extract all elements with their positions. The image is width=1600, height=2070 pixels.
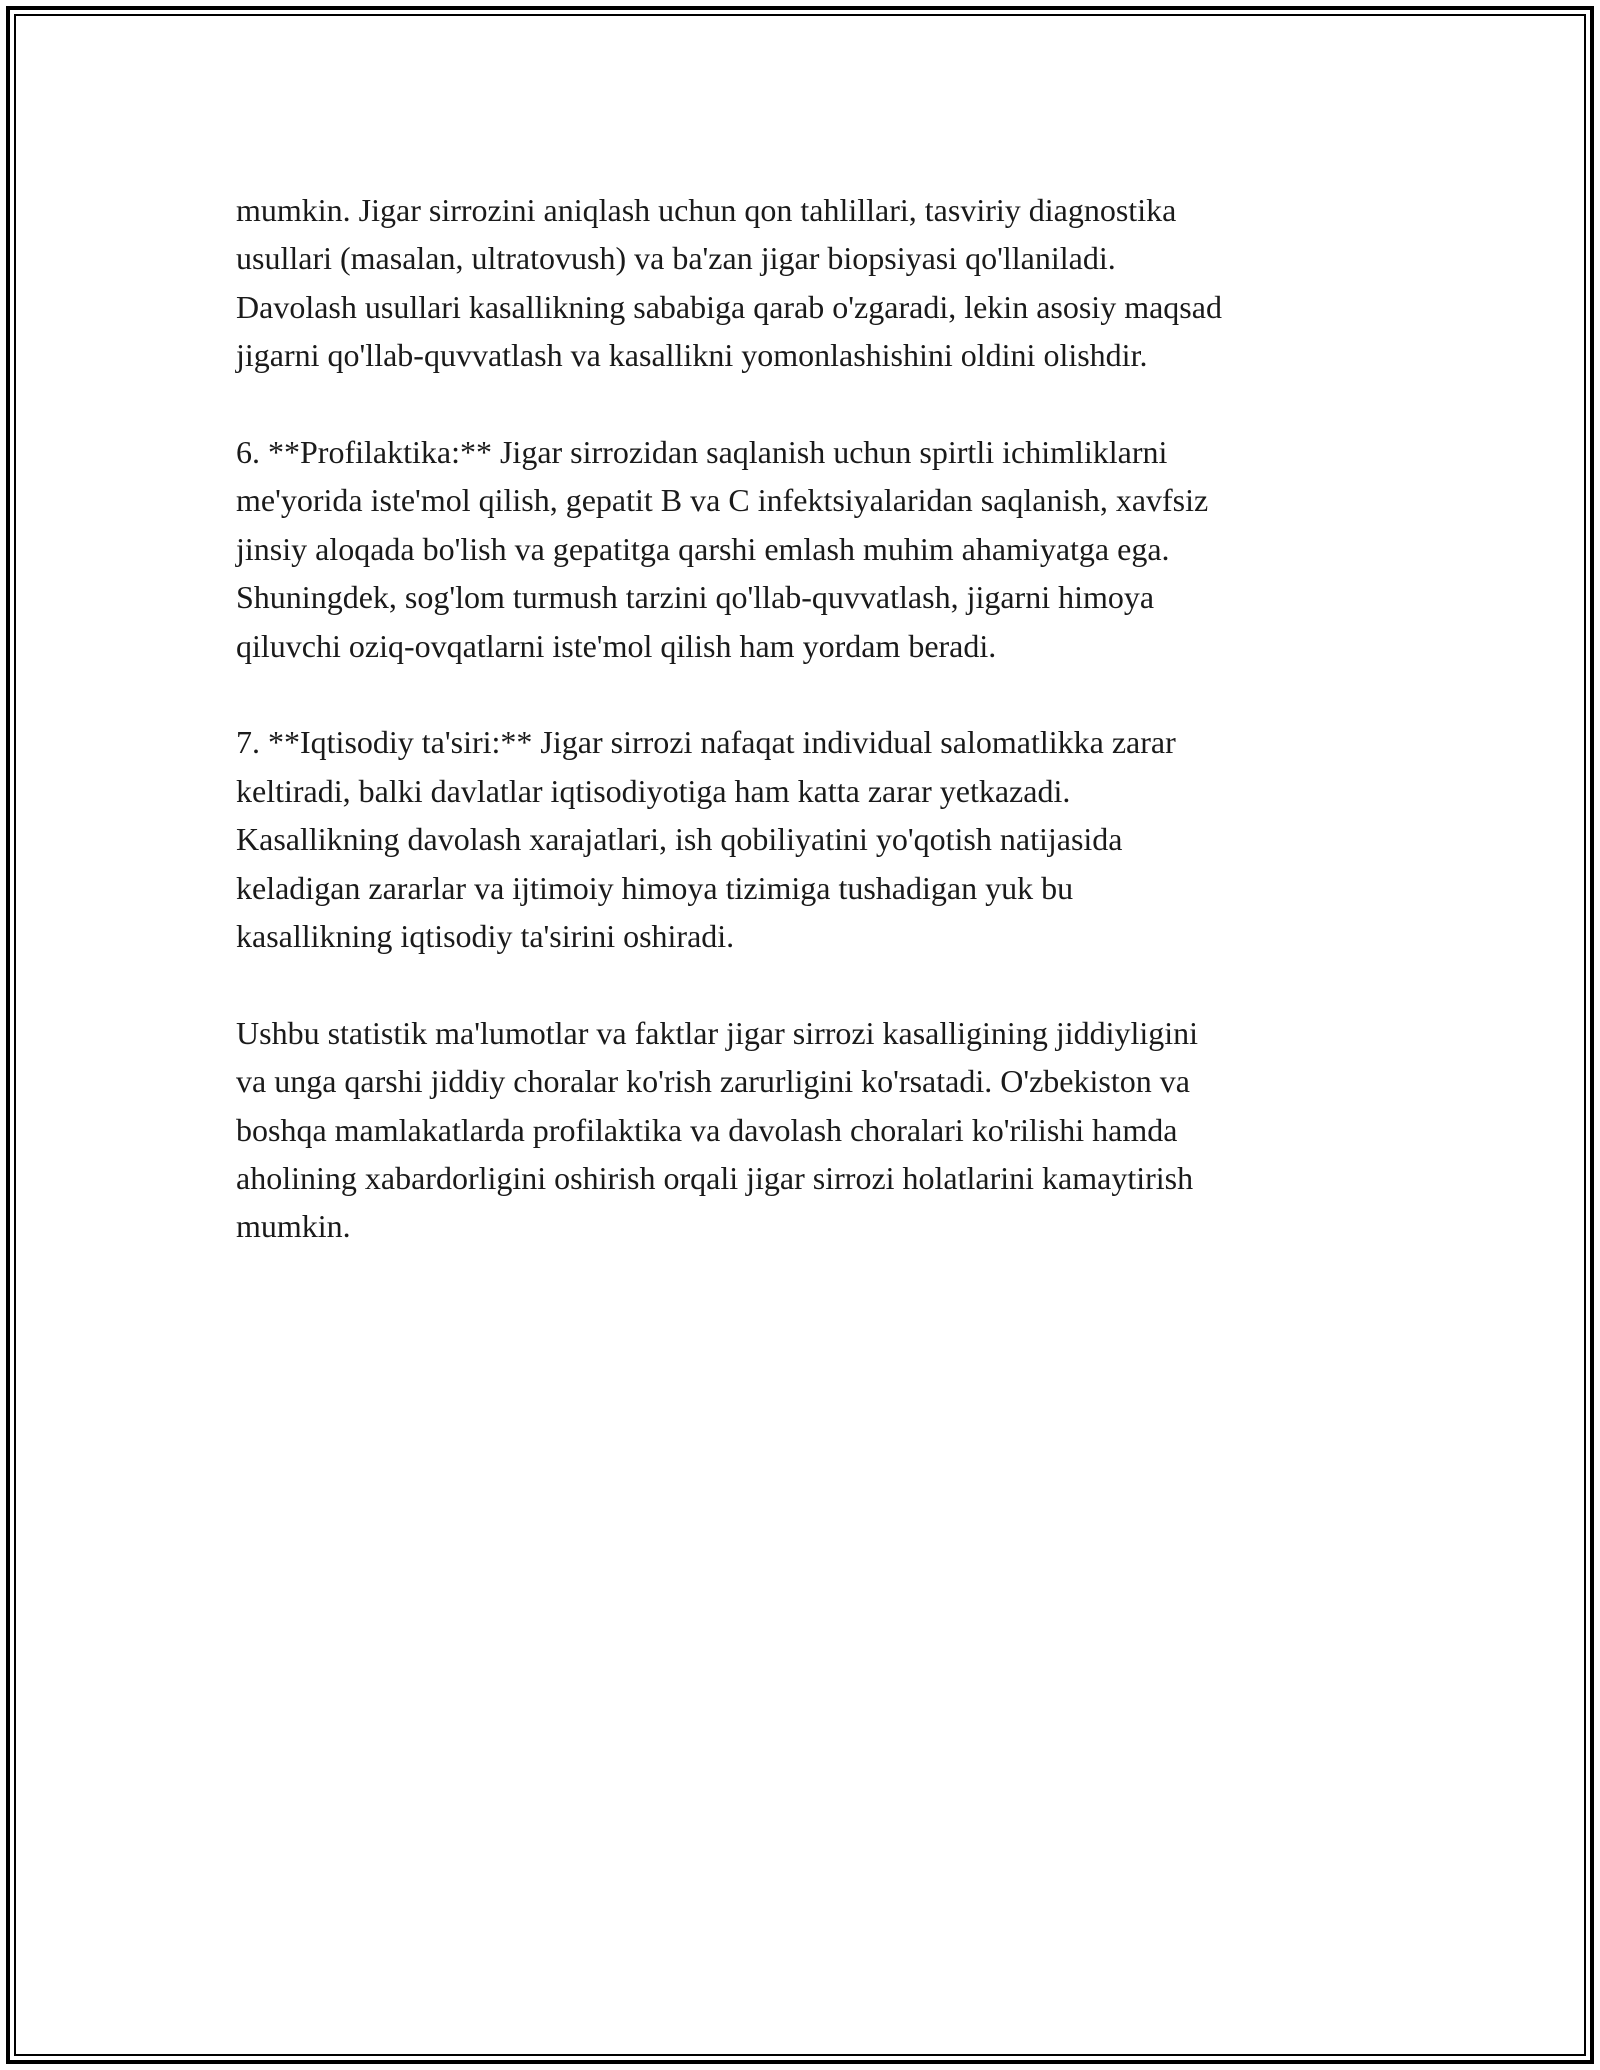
document-body — [236, 186, 1386, 1251]
paragraph-conclusion: Ushbu statistik ma'lumotlar va faktlar jigar sirrozi kasalligining jiddiyligini va unga qarshi jiddiy choralar ko'rish zarurligini ko'rsatadi. O'zbekiston va boshqa mamlakatlarda profilaktika va davolash choralari ko'rilishi hamda aholining xabardorligini oshirish orqali jigar sirrozi holatlarini kamaytirish mumkin. — [236, 1014, 1199, 1245]
paragraph-diagnosis-treatment: mumkin. Jigar sirrozini aniqlash uchun qon tahlillari, tasviriy diagnostika usullari (masalan, ultratovush) va ba'zan jigar biopsiyasi qo'llaniladi. Davolash usullari kasallikning sababiga qarab o'zgaradi, lekin asosiy maqsad jigarni qo'llab-quvvatlash va kasallikni yomonlashishini oldini olishdir. — [236, 192, 1222, 374]
paragraph-economic-impact: 7. **Iqtisodiy ta'siri:** Jigar sirrozi nafaqat individual salomatlikka zarar keltiradi, balki davlatlar iqtisodiyotiga ham katta zarar yetkazadi. Kasallikning davolash xarajatlari, ish qobiliyatini yo'qotish natijasida keladigan zararlar va ijtimoiy himoya tizimiga tushadigan yuk bu kasallikning iqtisodiy ta'sirini oshiradi. — [236, 724, 1176, 955]
paragraph-prevention: 6. **Profilaktika:** Jigar sirrozidan saqlanish uchun spirtli ichimliklarni me'yorida iste'mol qilish, gepatit B va C infektsiyalaridan saqlanish, xavfsiz jinsiy aloqada bo'lish va gepatitga qarshi emlash muhim ahamiyatga ega. Shuningdek, sog'lom turmush tarzini qo'llab-quvvatlash, jigarni himoya qiluvchi oziq-ovqatlarni iste'mol qilish ham yordam beradi. — [236, 434, 1209, 664]
